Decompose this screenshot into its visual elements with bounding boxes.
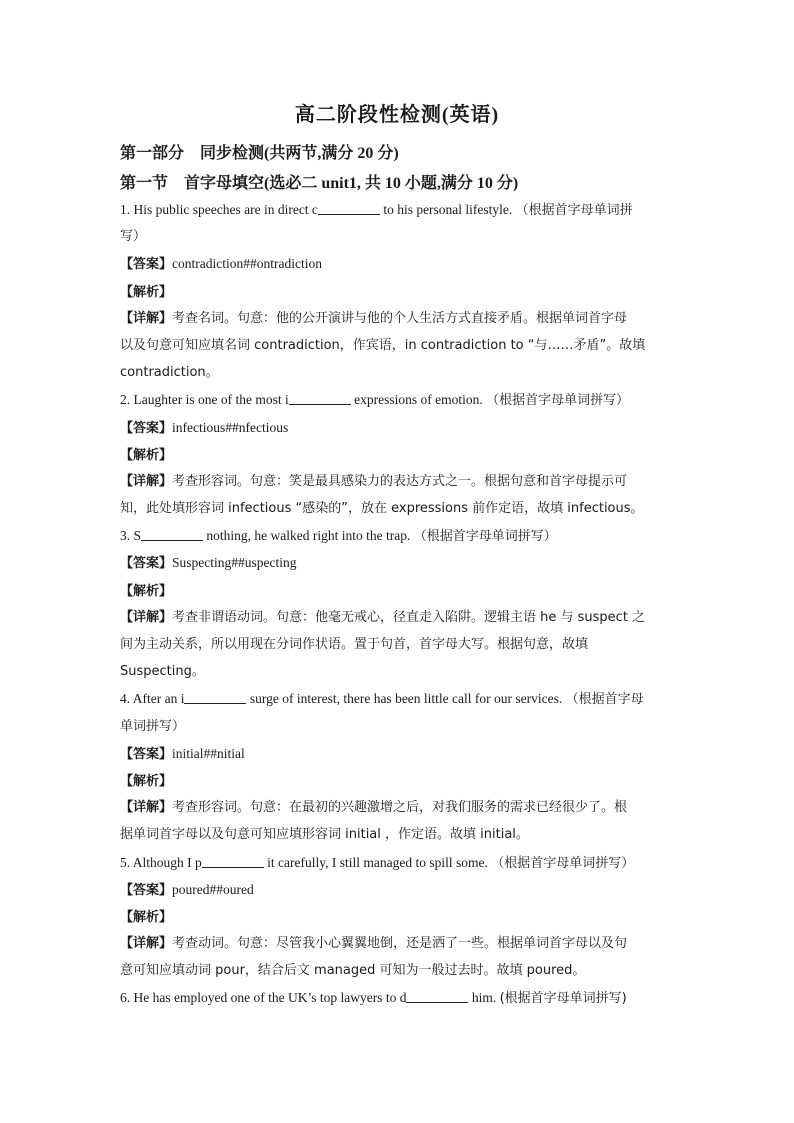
answer-blank [406, 988, 468, 1003]
analysis-label: 【解析】 [120, 773, 173, 789]
analysis-line [120, 577, 665, 604]
answer-line [120, 549, 665, 576]
answer-text: contradiction##ontradiction [172, 256, 322, 272]
question-stem: 2. Laughter is one of the most i expressions of emotion. （根据首字母单词拼写） [120, 392, 630, 409]
detail-line: 【详解】考查形容词。句意：在最初的兴趣激增之后，对我们服务的需求已经很少了。根 [120, 800, 628, 816]
detail-line: Suspecting。 [120, 664, 205, 680]
detail-line: 以及句意可知应填名词 contradiction，作宾语，in contradiction to “与……矛盾”。故填 [120, 337, 646, 353]
answer-text: infectious##nfectious [172, 419, 289, 435]
detail-label: 【详解】 [120, 310, 173, 326]
answer-blank [289, 390, 351, 405]
analysis-line [120, 903, 665, 930]
detail-line: 知，此处填形容词 infectious “感染的”，放在 expressions 前作定语，故填 infectious。 [120, 501, 644, 517]
question-stem: 5. Although I p it carefully, I still managed to spill some. （根据首字母单词拼写） [120, 854, 635, 871]
detail-line: 【详解】考查形容词。句意：笑是最具感染力的表达方式之一。根据句意和首字母提示可 [120, 473, 628, 489]
answer-label: 【答案】 [120, 746, 173, 762]
questions-list [120, 196, 665, 1012]
question-stem-cont: 写） [120, 229, 147, 245]
answer-line [120, 876, 665, 903]
analysis-line [120, 278, 665, 305]
answer-text: poured##oured [172, 881, 254, 897]
detail-line: contradiction。 [120, 365, 219, 381]
detail-line: 【详解】考查名词。句意：他的公开演讲与他的个人生活方式直接矛盾。根据单词首字母 [120, 310, 628, 326]
analysis-line [120, 767, 665, 794]
detail-line: 【详解】考查动词。句意：尽管我小心翼翼地倒，还是洒了一些。根据单词首字母以及句 [120, 936, 628, 952]
answer-text: initial##nitial [172, 745, 245, 761]
answer-blank [141, 526, 203, 541]
answer-blank [184, 689, 246, 704]
analysis-label: 【解析】 [120, 909, 173, 925]
section-heading: 第一节 首字母填空(选必二 unit1, 共 10 小题,满分 10 分) [120, 175, 519, 192]
question-stem: 4. After an i surge of interest, there has been little call for our services. （根据首字母 [120, 691, 644, 708]
detail-line: 意可知应填动词 pour，结合后文 managed 可知为一般过去时。故填 poured。 [120, 963, 586, 979]
question-stem: 1. His public speeches are in direct c to his personal lifestyle. （根据首字母单词拼 [120, 202, 633, 218]
detail-label: 【详解】 [120, 609, 173, 625]
analysis-label: 【解析】 [120, 583, 173, 599]
detail-label: 【详解】 [120, 800, 173, 816]
answer-blank [202, 853, 264, 868]
detail-label: 【详解】 [120, 473, 173, 489]
analysis-label: 【解析】 [120, 284, 173, 300]
answer-line [120, 414, 665, 441]
answer-label: 【答案】 [120, 257, 173, 273]
answer-text: Suspecting##uspecting [172, 555, 297, 571]
detail-line: 【详解】考查非谓语动词。句意：他毫无戒心，径直走入陷阱。逻辑主语 he 与 suspect 之 [120, 609, 646, 625]
answer-label: 【答案】 [120, 882, 173, 898]
part-heading: 第一部分 同步检测(共两节,满分 20 分) [120, 145, 399, 162]
analysis-line [120, 441, 665, 468]
detail-label: 【详解】 [120, 936, 173, 952]
detail-line: 间为主动关系，所以用现在分词作状语。置于句首，首字母大写。根据句意，故填 [120, 637, 589, 652]
analysis-label: 【解析】 [120, 447, 173, 463]
detail-line: 据单词首字母以及句意可知应填形容词 initial ，作定语。故填 initial。 [120, 827, 529, 843]
answer-line [120, 250, 665, 277]
page-title: 高二阶段性检测(英语) [294, 104, 500, 126]
question-stem: 3. S nothing, he walked right into the trap. （根据首字母单词拼写） [120, 528, 557, 545]
question-stem-cont: 单词拼写） [120, 718, 186, 734]
answer-line [120, 740, 665, 767]
answer-label: 【答案】 [120, 556, 173, 572]
question-stem: 6. He has employed one of the UK’s top lawyers to d him. (根据首字母单词拼写) [120, 990, 627, 1007]
answer-label: 【答案】 [120, 420, 173, 436]
answer-blank [318, 200, 380, 215]
